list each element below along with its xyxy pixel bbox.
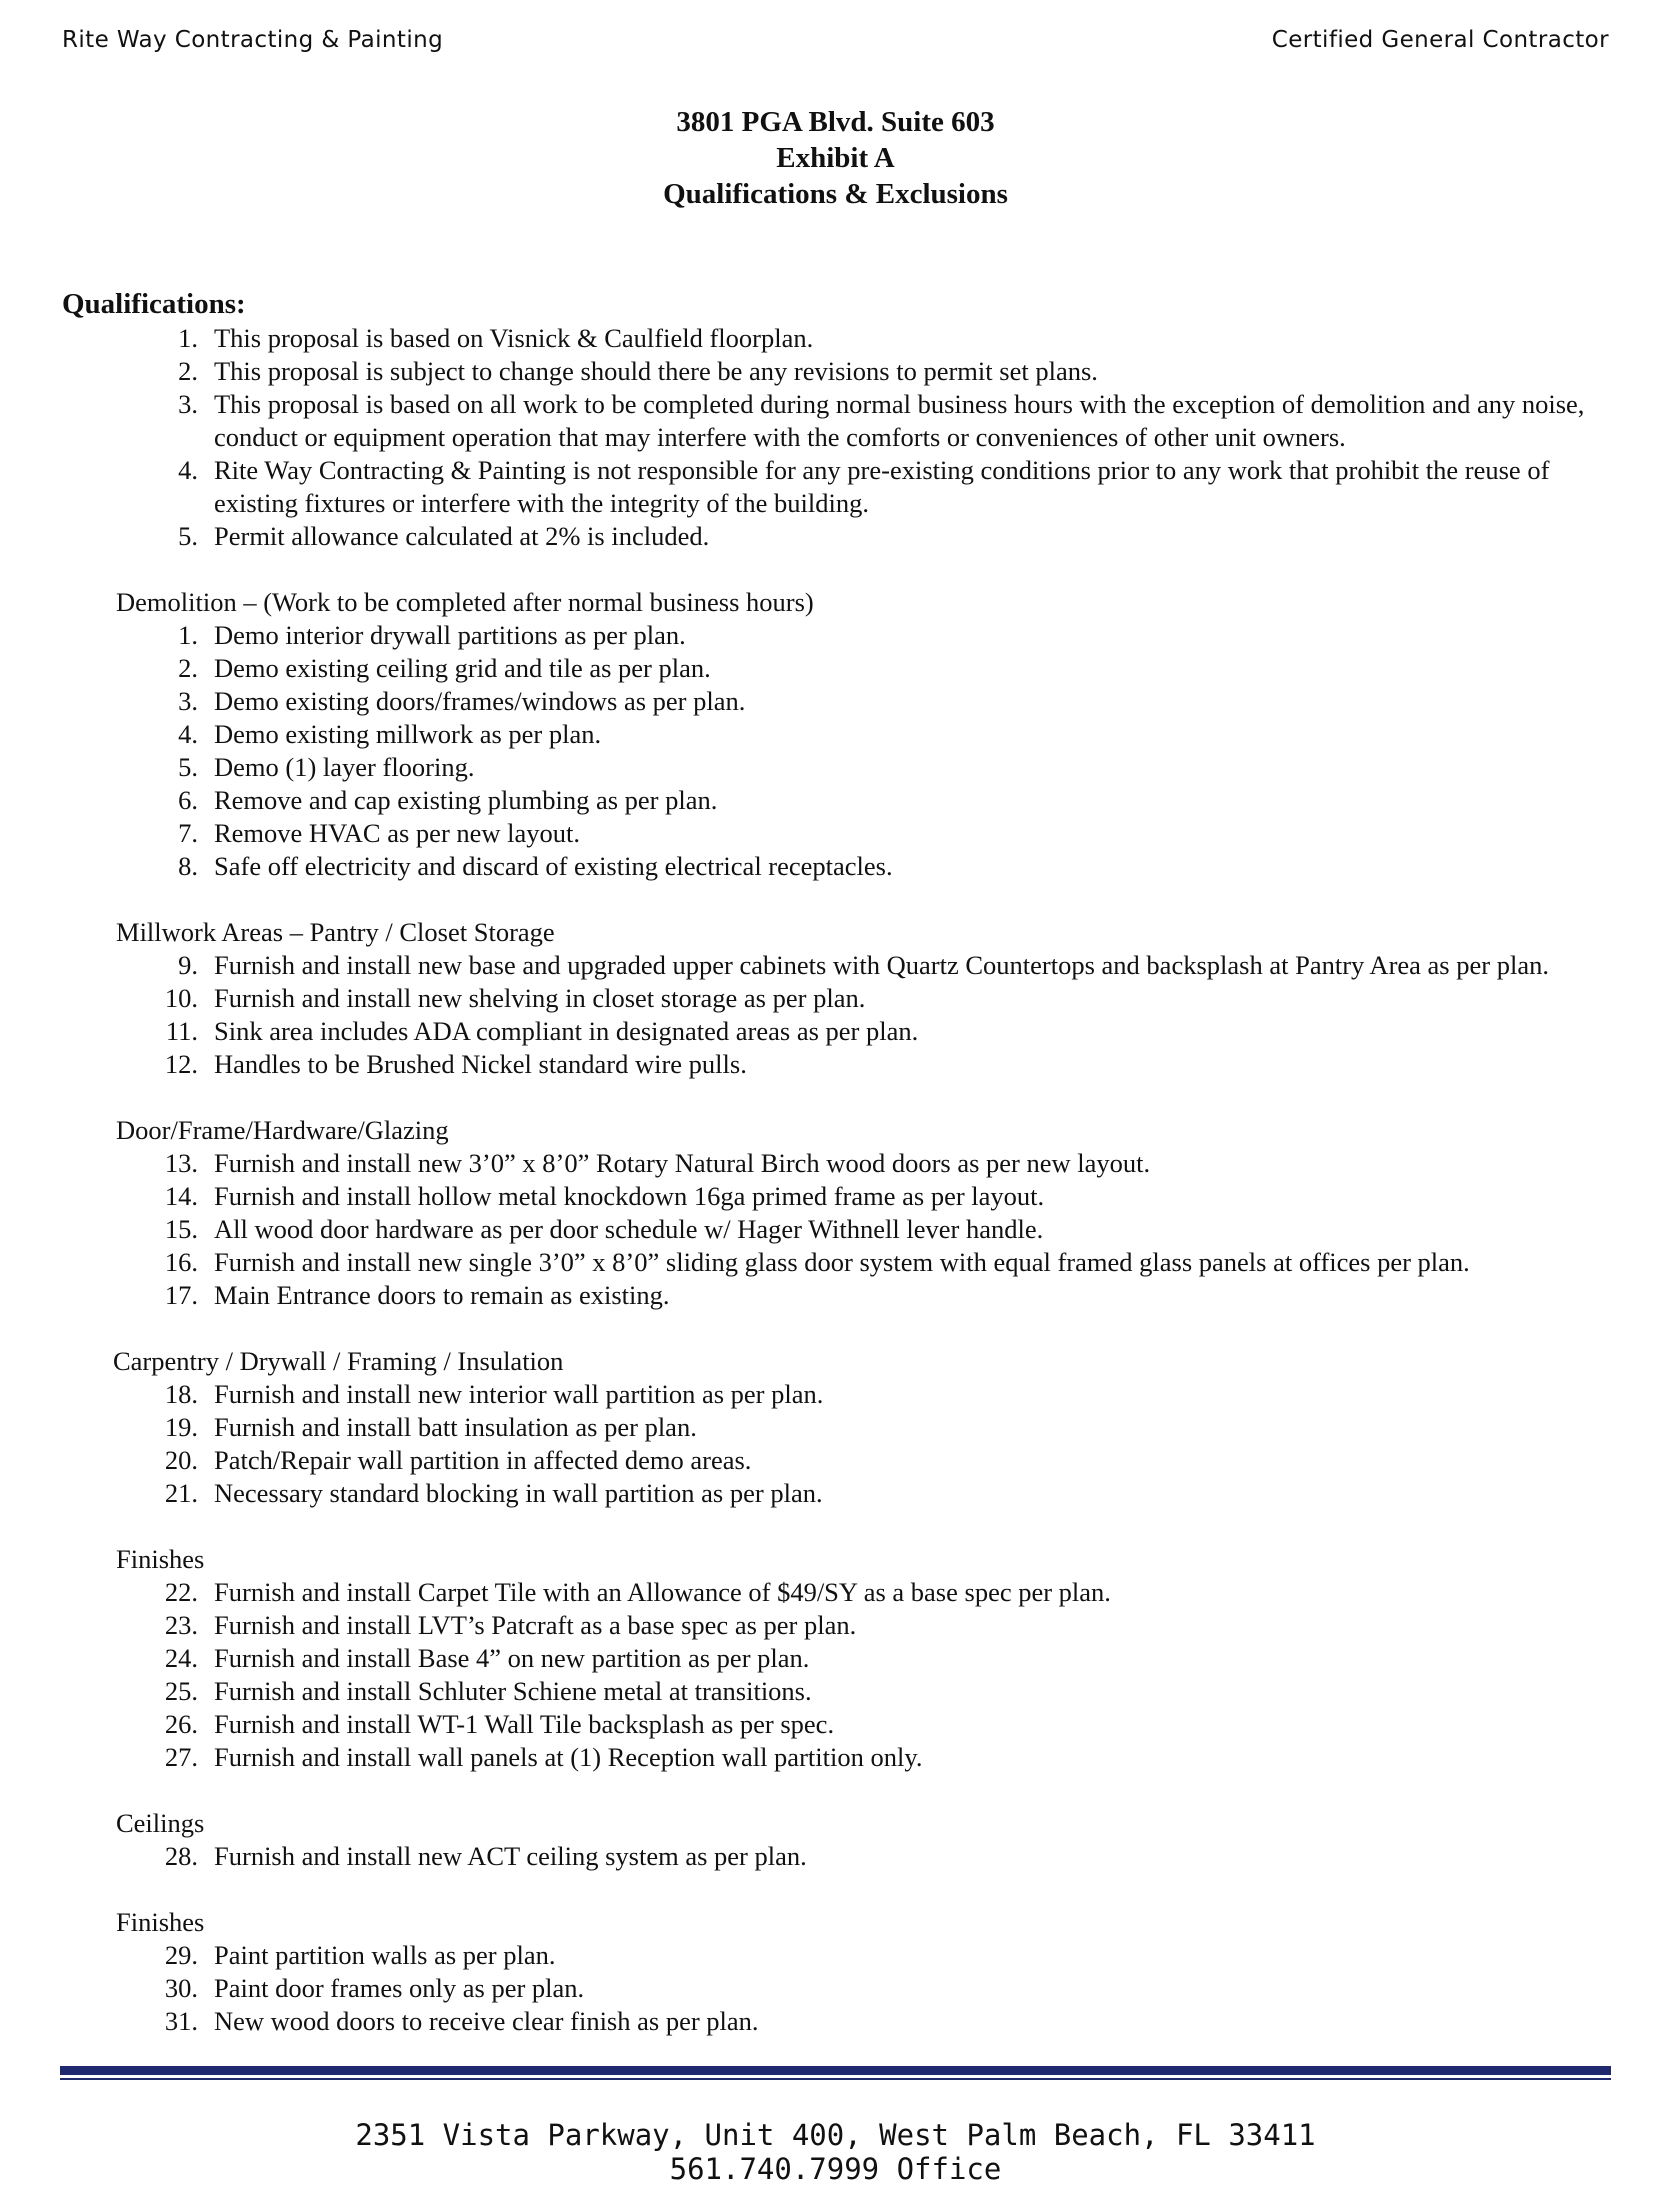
item-text: Furnish and install batt insulation as per plan. [214,1412,697,1442]
list-item [62,355,1611,388]
millwork-heading: Millwork Areas – Pantry / Closet Storage [116,917,555,947]
qualifications-heading: Qualifications: [62,288,246,320]
item-number: 2. [178,653,198,683]
company-name: Rite Way Contracting & Painting [62,27,444,53]
list-item [62,388,1611,454]
item-number: 5. [178,521,198,551]
document-body [62,286,1611,2038]
license-label: Certified General Contractor [1271,27,1609,53]
item-number: 17. [164,1280,198,1310]
list-item [62,454,1611,520]
item-text: Furnish and install new shelving in closet storage as per plan. [214,983,866,1013]
demolition-heading: Demolition – (Work to be completed after normal business hours) [116,587,814,617]
list-item [62,685,1611,718]
document-title [0,104,1671,212]
item-text: Handles to be Brushed Nickel standard wire pulls. [214,1049,747,1079]
paint-finishes-list [62,1939,1611,2038]
list-item [62,1444,1611,1477]
item-text: Demo (1) layer flooring. [214,752,475,782]
item-text: All wood door hardware as per door schedule w/ Hager Withnell lever handle. [214,1214,1044,1244]
millwork-list [62,949,1611,1081]
office-address: 2351 Vista Parkway, Unit 400, West Palm Beach, FL 33411 [355,2118,1316,2152]
list-item [62,1180,1611,1213]
item-number: 3. [178,389,198,419]
item-number: 3. [178,686,198,716]
list-item [62,949,1611,982]
item-number: 28. [164,1841,198,1871]
list-item [62,1972,1611,2005]
demolition-list [62,619,1611,883]
item-text: Furnish and install new single 3’0” x 8’0” sliding glass door system with equal framed glass panels at offices per plan. [214,1247,1470,1277]
item-number: 27. [164,1742,198,1772]
item-number: 11. [165,1016,198,1046]
carpentry-list [62,1378,1611,1510]
item-text: Remove HVAC as per new layout. [214,818,581,848]
item-text: Furnish and install new interior wall partition as per plan. [214,1379,824,1409]
list-item [62,1048,1611,1081]
item-text: Demo existing ceiling grid and tile as per plan. [214,653,711,683]
item-text: Furnish and install Carpet Tile with an Allowance of $49/SY as a base spec per plan. [214,1577,1111,1607]
item-number: 2. [178,356,198,386]
list-item [62,2005,1611,2038]
doors-heading: Door/Frame/Hardware/Glazing [116,1115,449,1145]
list-item [62,1279,1611,1312]
list-item [62,1246,1611,1279]
item-text: This proposal is based on all work to be completed during normal business hours with the exception of demolition and any noise, conduct or equipment operation that may interfere with the comforts or conveniences of other unit owners. [214,389,1585,452]
item-text: Patch/Repair wall partition in affected demo areas. [214,1445,752,1475]
carpentry-heading: Carpentry / Drywall / Framing / Insulation [113,1346,564,1376]
item-number: 15. [164,1214,198,1244]
item-number: 1. [178,620,198,650]
item-number: 5. [178,752,198,782]
list-item [62,1015,1611,1048]
item-number: 26. [164,1709,198,1739]
list-item [62,817,1611,850]
paint-finishes-heading: Finishes [116,1907,205,1937]
list-item [62,1477,1611,1510]
item-number: 4. [178,455,198,485]
item-number: 20. [164,1445,198,1475]
item-text: Furnish and install hollow metal knockdown 16ga primed frame as per layout. [214,1181,1045,1211]
footer-rule-thick [60,2066,1611,2075]
page-header [62,24,1609,56]
item-number: 9. [178,950,198,980]
list-item [62,1840,1611,1873]
list-item [62,1642,1611,1675]
footer-rule [60,2066,1611,2080]
item-text: Permit allowance calculated at 2% is included. [214,521,710,551]
doors-list [62,1147,1611,1312]
list-item [62,1576,1611,1609]
item-text: Rite Way Contracting & Painting is not responsible for any pre-existing conditions prior to any work that prohibit the reuse of existing fixtures or interfere with the integrity of the building. [214,455,1550,518]
ceilings-heading: Ceilings [116,1808,205,1838]
list-item [62,1147,1611,1180]
item-text: Paint door frames only as per plan. [214,1973,585,2003]
finishes-heading: Finishes [116,1544,205,1574]
list-item [62,751,1611,784]
list-item [62,520,1611,553]
list-item [62,1708,1611,1741]
list-item [62,1675,1611,1708]
page-footer [0,2118,1671,2186]
item-text: This proposal is based on Visnick & Caulfield floorplan. [214,323,814,353]
item-text: Demo existing millwork as per plan. [214,719,602,749]
list-item [62,850,1611,883]
item-text: Main Entrance doors to remain as existing. [214,1280,670,1310]
list-item [62,784,1611,817]
item-text: Furnish and install Schluter Schiene metal at transitions. [214,1676,812,1706]
item-number: 7. [178,818,198,848]
project-address: 3801 PGA Blvd. Suite 603 [676,106,995,138]
item-number: 12. [164,1049,198,1079]
list-item [62,718,1611,751]
list-item [62,652,1611,685]
list-item [62,982,1611,1015]
item-text: Furnish and install new ACT ceiling system as per plan. [214,1841,807,1871]
item-text: Furnish and install LVT’s Patcraft as a base spec as per plan. [214,1610,857,1640]
ceilings-list [62,1840,1611,1873]
item-number: 21. [164,1478,198,1508]
item-text: Furnish and install new base and upgraded upper cabinets with Quartz Countertops and backsplash at Pantry Area as per plan. [214,950,1549,980]
qualifications-list [62,322,1611,553]
item-number: 6. [178,785,198,815]
item-text: Furnish and install Base 4” on new partition as per plan. [214,1643,810,1673]
item-text: Paint partition walls as per plan. [214,1940,556,1970]
item-number: 31. [164,2006,198,2036]
item-text: Furnish and install wall panels at (1) Reception wall partition only. [214,1742,923,1772]
finishes-list [62,1576,1611,1774]
item-number: 8. [178,851,198,881]
list-item [62,1741,1611,1774]
list-item [62,619,1611,652]
item-text: Safe off electricity and discard of existing electrical receptacles. [214,851,893,881]
item-number: 1. [178,323,198,353]
item-number: 4. [178,719,198,749]
item-number: 19. [164,1412,198,1442]
item-number: 14. [164,1181,198,1211]
item-text: Demo existing doors/frames/windows as per plan. [214,686,746,716]
item-number: 10. [164,983,198,1013]
item-number: 24. [164,1643,198,1673]
item-text: This proposal is subject to change should there be any revisions to permit set plans. [214,356,1098,386]
list-item [62,322,1611,355]
list-item [62,1411,1611,1444]
exhibit-label: Exhibit A [776,142,895,174]
item-number: 30. [164,1973,198,2003]
list-item [62,1609,1611,1642]
item-number: 16. [164,1247,198,1277]
item-number: 29. [164,1940,198,1970]
item-text: New wood doors to receive clear finish as per plan. [214,2006,759,2036]
item-text: Necessary standard blocking in wall partition as per plan. [214,1478,823,1508]
item-text: Demo interior drywall partitions as per plan. [214,620,686,650]
list-item [62,1213,1611,1246]
item-text: Remove and cap existing plumbing as per plan. [214,785,718,815]
item-number: 18. [164,1379,198,1409]
item-text: Furnish and install new 3’0” x 8’0” Rotary Natural Birch wood doors as per new layout. [214,1148,1151,1178]
item-number: 23. [164,1610,198,1640]
item-number: 22. [164,1577,198,1607]
footer-rule-thin [60,2078,1611,2080]
office-phone: 561.740.7999 Office [669,2152,1002,2186]
list-item [62,1939,1611,1972]
document-subject: Qualifications & Exclusions [663,178,1008,210]
item-number: 13. [164,1148,198,1178]
list-item [62,1378,1611,1411]
item-text: Furnish and install WT-1 Wall Tile backsplash as per spec. [214,1709,835,1739]
item-number: 25. [164,1676,198,1706]
item-text: Sink area includes ADA compliant in designated areas as per plan. [214,1016,919,1046]
